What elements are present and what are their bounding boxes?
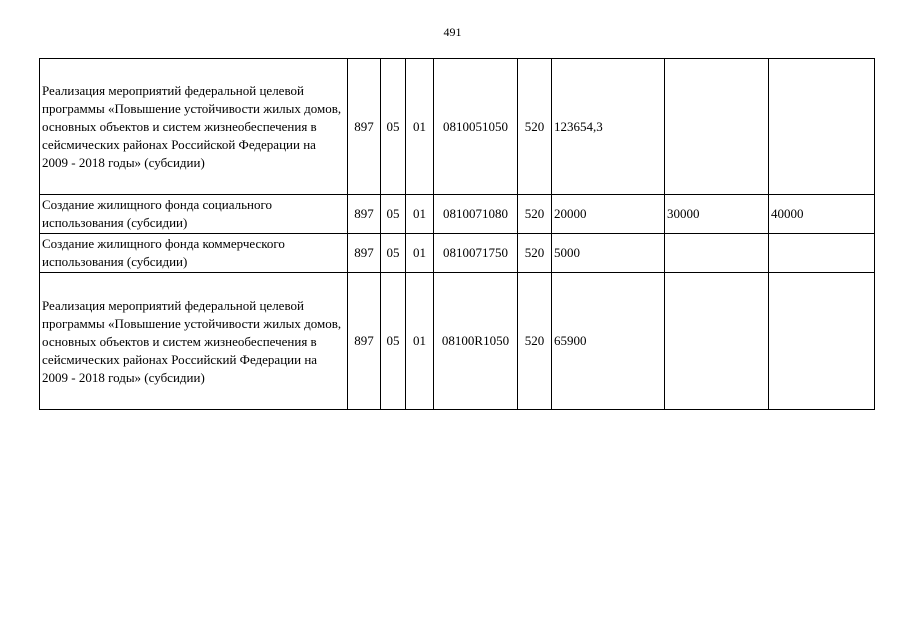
table-row [40, 273, 875, 410]
amount-year-2 [665, 59, 769, 195]
ministry-code: 897 [348, 59, 381, 195]
section-code: 05 [381, 273, 406, 410]
amount-year-3 [769, 234, 875, 273]
section-code: 05 [381, 59, 406, 195]
amount-year-3: 40000 [769, 195, 875, 234]
row-description: Реализация мероприятий федеральной целевой программы «Повышение устойчивости жилых домов, основных объектов и систем жизнеобеспечения в сейсмических районах Российской Федерации на 2009 - 2018 годы» (субсидии) [40, 59, 348, 195]
table-row [40, 234, 875, 273]
amount-year-2: 30000 [665, 195, 769, 234]
subsection-code: 01 [406, 234, 434, 273]
subsection-code: 01 [406, 273, 434, 410]
ministry-code: 897 [348, 273, 381, 410]
section-code: 05 [381, 234, 406, 273]
ministry-code: 897 [348, 195, 381, 234]
amount-year-1: 123654,3 [552, 59, 665, 195]
amount-year-3 [769, 59, 875, 195]
subsection-code: 01 [406, 59, 434, 195]
amount-year-3 [769, 273, 875, 410]
row-description: Создание жилищного фонда социального использования (субсидии) [40, 195, 348, 234]
table-row [40, 195, 875, 234]
target-article-code: 0810051050 [434, 59, 518, 195]
amount-year-1: 5000 [552, 234, 665, 273]
budget-table [39, 58, 875, 410]
row-description: Реализация мероприятий федеральной целевой программы «Повышение устойчивости жилых домов, основных объектов и систем жизнеобеспечения в сейсмических районах Российский Федерации на 2009 - 2018 годы» (субсидии) [40, 273, 348, 410]
expense-type-code: 520 [518, 195, 552, 234]
table-row [40, 59, 875, 195]
target-article-code: 08100R1050 [434, 273, 518, 410]
page-number: 491 [443, 25, 462, 39]
expense-type-code: 520 [518, 273, 552, 410]
amount-year-2 [665, 234, 769, 273]
target-article-code: 0810071080 [434, 195, 518, 234]
row-description: Создание жилищного фонда коммерческого использования (субсидии) [40, 234, 348, 273]
amount-year-1: 20000 [552, 195, 665, 234]
expense-type-code: 520 [518, 234, 552, 273]
ministry-code: 897 [348, 234, 381, 273]
subsection-code: 01 [406, 195, 434, 234]
amount-year-1: 65900 [552, 273, 665, 410]
expense-type-code: 520 [518, 59, 552, 195]
section-code: 05 [381, 195, 406, 234]
amount-year-2 [665, 273, 769, 410]
target-article-code: 0810071750 [434, 234, 518, 273]
